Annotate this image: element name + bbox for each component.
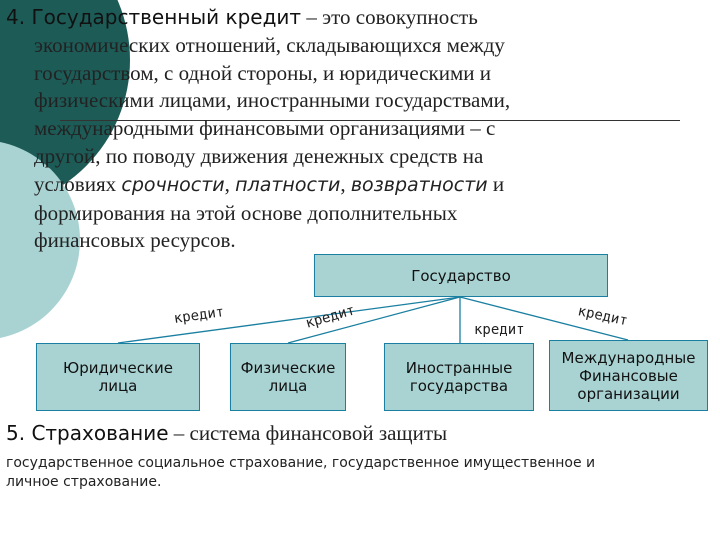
section-4-line-9: финансовых ресурсов. (34, 228, 236, 253)
section-5-heading (6, 421, 447, 446)
node-intl-orgs (549, 340, 708, 411)
section-5-description: государственное социальное страхование, государственное имущественное и личное страхование. (6, 455, 596, 490)
node-legal-entities-line-1: Юридические (63, 359, 173, 377)
section-4-line-5: международными финансовыми организациями – с (34, 116, 496, 141)
section-4-line-8: формирования на этой основе дополнительных (34, 200, 458, 225)
section-4-line-4: физическими лицами, иностранными государствами, (34, 88, 511, 113)
line-7-sep-1: , (224, 171, 236, 196)
node-legal-entities (36, 343, 200, 411)
line-7-prefix: условиях (34, 171, 122, 196)
section-4-line-2: экономических отношений, складывающихся между (34, 32, 505, 57)
node-individuals (230, 343, 346, 411)
node-intl-orgs-line-1: Международные (561, 348, 696, 367)
edge-label-foreign-states: кредит (474, 322, 525, 338)
section-4-line-1: – это совокупность (301, 5, 478, 29)
node-intl-orgs-line-3: организации (577, 384, 680, 403)
section-4-title: 4. Государственный кредит (6, 5, 302, 29)
section-4-line-3: государством, с одной стороны, и юридическими и (34, 60, 491, 85)
section-4-line-6: другой, по поводу движения денежных средств на (34, 143, 484, 168)
node-foreign-states (384, 343, 534, 411)
section-5-text: – система финансовой защиты (168, 421, 448, 445)
connector-to-legal-entities (118, 297, 460, 343)
edge-label-individuals: кредит (303, 302, 357, 332)
node-foreign-states-line-2: государства (409, 377, 509, 395)
node-foreign-states-line-1: Иностранные (405, 359, 513, 377)
node-state (314, 254, 608, 297)
edge-label-legal-entities: кредит (172, 304, 226, 327)
line-7-sep-2: , (340, 171, 351, 196)
term-srochnost: срочности (121, 173, 225, 196)
edge-label-intl-orgs: кредит (576, 303, 630, 330)
section-5-title: 5. Страхование (6, 421, 169, 445)
line-7-suffix: и (487, 171, 505, 196)
term-vozvratnost: возвратности (350, 173, 488, 196)
node-state-label: Государство (411, 266, 511, 285)
node-individuals-line-1: Физические (240, 359, 336, 377)
node-individuals-line-2: лица (268, 377, 308, 395)
node-intl-orgs-line-2: Финансовые (579, 366, 678, 385)
term-platnost: платности (235, 173, 341, 196)
node-legal-entities-line-2: лица (98, 377, 138, 395)
